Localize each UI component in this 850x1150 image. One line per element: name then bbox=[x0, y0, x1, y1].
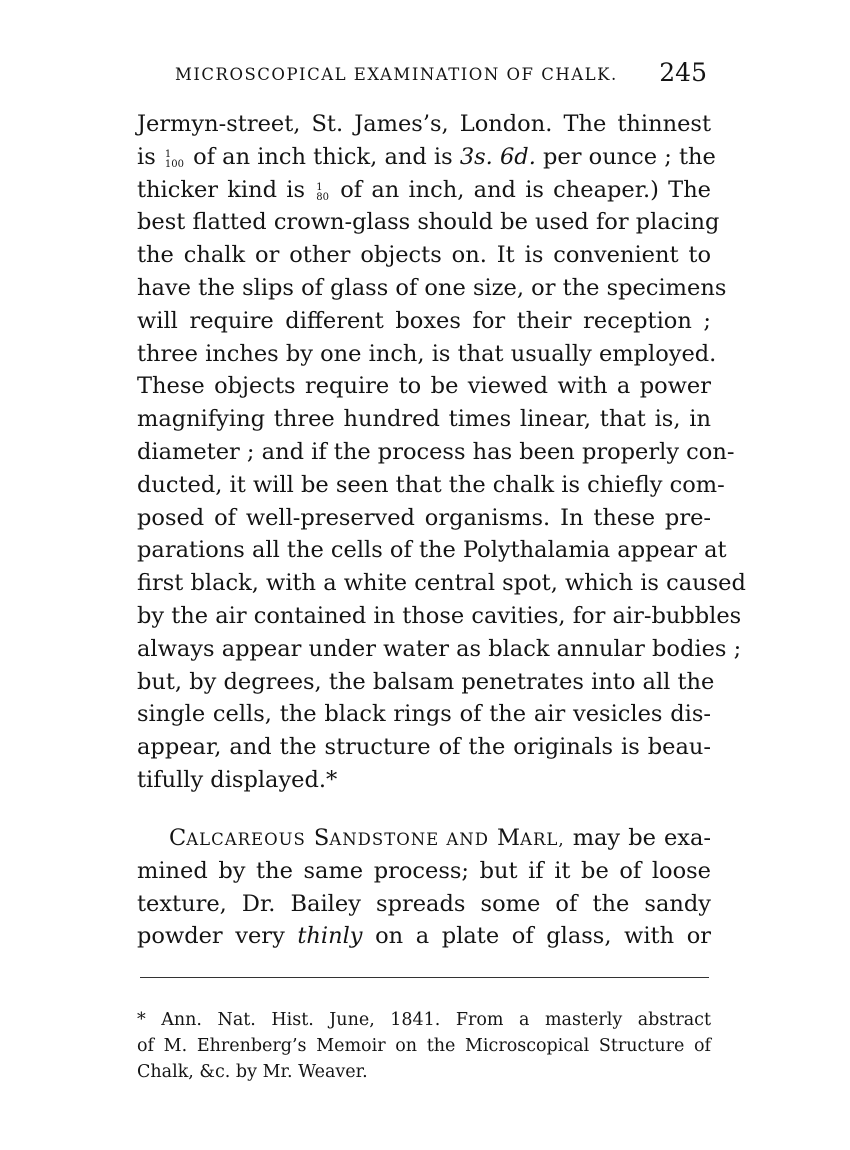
text-line: single cells, the black rings of the air vesicles dis- bbox=[137, 701, 711, 728]
text-line: but, by degrees, the balsam penetrates into all the bbox=[137, 668, 715, 695]
footnote-line: of M. Ehrenberg’s Memoir on the Microscopical Structure of bbox=[137, 1036, 711, 1056]
text-line: posed of well-preserved organisms. In these pre- bbox=[137, 504, 711, 531]
italic-emphasis: thinly bbox=[297, 923, 363, 950]
text-line: mined by the same process; but if it be of loose bbox=[137, 857, 711, 884]
text-line bbox=[137, 822, 711, 855]
fraction-numerator: 1 bbox=[316, 182, 323, 194]
text-line: diameter ; and if the process has been properly con- bbox=[137, 438, 735, 465]
text-line: three inches by one inch, is that usually employed. bbox=[137, 340, 717, 367]
fraction-one-eightieth bbox=[316, 183, 329, 203]
text-line: These objects require to be viewed with a power bbox=[137, 373, 711, 400]
text-line bbox=[137, 141, 716, 174]
running-head bbox=[137, 58, 711, 94]
text-line: appear, and the structure of the originals is beau- bbox=[137, 734, 711, 761]
text-fragment: is bbox=[137, 143, 156, 170]
text-line: always appear under water as black annular bodies ; bbox=[137, 635, 742, 662]
text-line: ducted, it will be seen that the chalk is chiefly com- bbox=[137, 471, 725, 498]
paragraph-1 bbox=[137, 108, 746, 797]
fraction-denominator: 80 bbox=[316, 192, 329, 204]
text-line bbox=[137, 174, 711, 207]
text-fragment: on a plate of glass, with or bbox=[375, 923, 711, 950]
heading-initial: C bbox=[169, 825, 187, 851]
fraction-one-hundredth bbox=[165, 150, 184, 170]
text-line: parations all the cells of the Polythalamia appear at bbox=[137, 537, 727, 564]
text-line: by the air contained in those cavities, for air-bubbles bbox=[137, 602, 742, 629]
text-line: have the slips of glass of one size, or the specimens bbox=[137, 274, 727, 301]
text-line: magnifying three hundred times linear, that is, in bbox=[137, 406, 711, 433]
text-line bbox=[137, 920, 711, 953]
text-line: will require different boxes for their reception ; bbox=[137, 307, 711, 334]
fraction-denominator: 100 bbox=[164, 159, 184, 171]
footnote-line: Chalk, &c. by Mr. Weaver. bbox=[137, 1062, 368, 1082]
text-fragment: of an inch thick, and is bbox=[193, 143, 453, 170]
footnote-divider bbox=[140, 977, 709, 978]
text-line: the chalk or other objects on. It is convenient to bbox=[137, 242, 711, 269]
text-line: first black, with a white central spot, which is caused bbox=[137, 570, 746, 597]
text-line: tifully displayed.* bbox=[137, 766, 338, 793]
text-fragment: per ounce ; the bbox=[543, 143, 716, 170]
text-fragment: thicker kind is bbox=[137, 176, 305, 203]
page-number: 245 bbox=[659, 58, 707, 87]
text-fragment: powder very bbox=[137, 923, 285, 950]
heading-initial: M bbox=[497, 825, 521, 851]
text-line: Jermyn-street, St. James’s, London. The thinnest bbox=[137, 111, 711, 137]
heading-smallcaps: ARL, bbox=[520, 830, 565, 849]
text-line: texture, Dr. Bailey spreads some of the sandy bbox=[137, 890, 711, 917]
heading-smallcaps: ALCAREOUS bbox=[186, 830, 306, 849]
paragraph-2 bbox=[137, 822, 711, 953]
footnote-line: * Ann. Nat. Hist. June, 1841. From a masterly abstract bbox=[137, 1010, 711, 1030]
price-text: 3s. 6d. bbox=[459, 143, 536, 170]
heading-initial: S bbox=[313, 825, 330, 851]
text-fragment: may be exa- bbox=[572, 825, 711, 851]
running-title: MICROSCOPICAL EXAMINATION OF CHALK. bbox=[175, 65, 618, 84]
heading-smallcaps: ANDSTONE AND bbox=[329, 830, 489, 849]
text-fragment: of an inch, and is cheaper.) The bbox=[340, 176, 711, 203]
footnote bbox=[137, 1007, 711, 1085]
text-line: best flatted crown-glass should be used for placing bbox=[137, 209, 720, 236]
section-heading bbox=[169, 825, 565, 851]
fraction-numerator: 1 bbox=[164, 149, 172, 161]
